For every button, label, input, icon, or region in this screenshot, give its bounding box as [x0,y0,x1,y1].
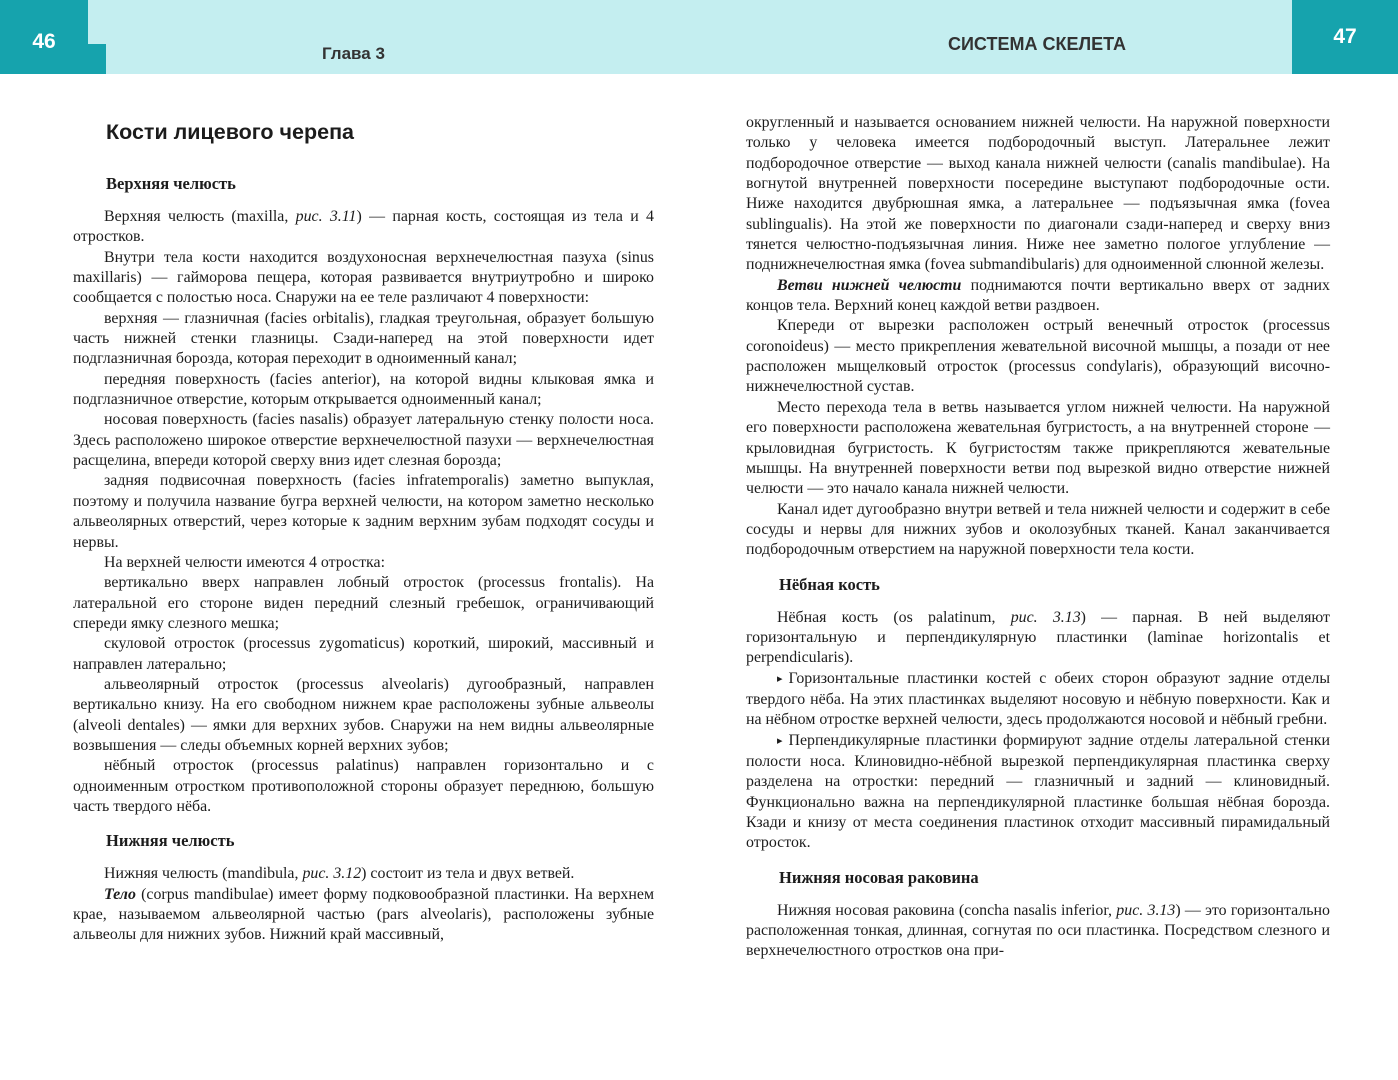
paragraph: Кпереди от вырезки расположен острый венечный отросток (processus coronoideus) — место прикрепления жевательной височной мышцы, а позади от нее расположен мыщелковый отросток (processus condylaris), образующий височно-нижнечелюстной сустав. [746,317,1330,396]
heading-inferior-concha: Нижняя носовая раковина [779,867,979,887]
figure-reference: рис. 3.11 [295,208,357,225]
figure-reference: рис. 3.13 [1010,608,1081,626]
paragraph: Ветви нижней челюсти поднимаются почти вертикально вверх от задних концов тела. Верхний конец каждой ветви раздвоен. [746,276,1330,315]
paragraph: вертикально вверх направлен лобный отросток (processus frontalis). На латеральной его стороне виден передний слезный гребешок, ограничивающий спереди ямку слезного мешка; [73,574,654,632]
triangle-bullet-icon: ▸ [777,734,783,747]
paragraph: нёбный отросток (processus palatinus) направлен горизонтально и с одноименным отростком противоположной стороны образует переднюю, большую часть твердого нёба. [73,757,654,815]
term-emphasis: Ветви нижней челюсти [777,276,962,294]
left-page-column [73,113,654,946]
bullet-paragraph: ▸ Горизонтальные пластинки костей с обеих сторон образуют задние отделы твердого нёба. На этих пластинках выделяют носовую и нёбную поверхности. Как и на нёбном отростке верхней челюсти, здесь продолжаются носовой и нёбный гребни. [746,669,1330,729]
paragraph: округленный и называется основанием нижней челюсти. На наружной поверхности только у человека имеется подбородочный выступ. Латеральнее лежит подбородочное отверстие — выход канала нижней челюсти (canalis mandibulae). На вогнутой внутренней поверхности посередине выступают подбородочные ости. Ниже находится двубрюшная ямка, а латеральнее — подъязычная ямка (fovea sublingualis). На этой же поверхности по диагонали сзади-наперед и сверху вниз тянется челюстно-подъязычная линия. Ниже нее заметно пологое углубление — поднижнечелюстная ямка (fovea submandibularis) для одноименной слюнной железы. [746,114,1330,274]
heading-palatine-bone: Нёбная кость [779,574,880,594]
paragraph: На верхней челюсти имеются 4 отростка: [104,553,385,571]
bullet-paragraph: ▸ Перпендикулярные пластинки формируют задние отделы латеральной стенки полости носа. Клиновидно-нёбной вырезкой перпендикулярная пластинка сверху разделена на отростки: передний — глазничный и задний — клиновидный. Функционально важна на перпендикулярной пластинке большая нёбная борозда. Кзади и книзу от места соединения пластинок отходит массивный пирамидальный отросток. [746,731,1330,852]
page-number-left: 46 [0,0,88,74]
paragraph: Место перехода тела в ветвь называется углом нижней челюсти. На наружной его поверхности расположена жевательная бугристость, а на внутренней стороне — крыловидная бугристость. К бугристостям также прикрепляются жевательные мышцы. На внутренней поверхности ветви под вырезкой видно отверстие нижней челюсти — это начало канала нижней челюсти. [746,398,1330,498]
heading-lower-jaw: Нижняя челюсть [106,831,235,851]
paragraph: Нёбная кость (os palatinum, рис. 3.13) — парная. В ней выделяют горизонтальную и перпендикулярную пластинки (laminae horizontalis et perpendicularis). [746,608,1330,667]
paragraph: носовая поверхность (facies nasalis) образует латеральную стенку полости носа. Здесь расположено широкое отверстие верхнечелюстной пазухи — верхнечелюстная расщелина, впереди которой сверху вниз идет слезная борозда; [73,411,654,470]
page-number-right: 47 [1292,0,1398,74]
paragraph: Нижняя носовая раковина (concha nasalis inferior, рис. 3.13) — это горизонтально расположенная тонкая, длинная, согнутая по оси пластинка. Посредством слезного и верхнечелюстного отростков она при- [746,901,1331,960]
paragraph: Внутри тела кости находится воздухоносная верхнечелюстная пазуха (sinus maxillaris) — гайморова пещера, которая развивается внутриутробно и широко сообщается с полостью носа. Снаружи на ее теле различают 4 поверхности: [73,248,654,307]
paragraph: Верхняя челюсть (maxilla, рис. 3.11) — парная кость, состоящая из тела и 4 отростков. [73,208,654,246]
paragraph: Канал идет дугообразно внутри ветвей и тела нижней челюсти и содержит в себе сосуды и нервы для нижних зубов и околозубных тканей. Канал заканчивается подбородочным отверстием на наружной поверхности тела кости. [746,500,1330,559]
header-notch-left [88,44,106,74]
chapter-running-head: Глава 3 [322,44,385,63]
section-title: Кости лицевого черепа [106,120,355,144]
paragraph: альвеолярный отросток (processus alveolaris) дугообразный, направлен вертикально книзу. На его свободном нижнем крае расположены зубные альвеолы (alveoli dentales) — ямки для верхних зубов. Снаружи на нем видны альвеолярные возвышения — следы объемных корней верхних зубов; [73,675,654,754]
figure-reference: рис. 3.13 [1116,901,1176,919]
header-band [0,0,1398,74]
paragraph: верхняя — глазничная (facies orbitalis), гладкая треугольная, образует большую часть нижней стенки глазницы. Сзади-наперед на этой поверхности идет подглазничная борозда, которая переходит в одноименный канал; [73,309,654,368]
section-running-head: СИСТЕМА СКЕЛЕТА [948,34,1126,54]
heading-upper-jaw: Верхняя челюсть [106,174,236,193]
figure-reference: рис. 3.12 [302,865,362,883]
paragraph: Тело (corpus mandibulae) имеет форму подковообразной пластинки. На верхнем крае, называемом альвеолярной частью (pars alveolaris), расположены зубные альвеолы для нижних зубов. Нижний край массивный, [73,885,654,944]
term-emphasis: Тело [104,885,136,903]
triangle-bullet-icon: ▸ [777,672,783,685]
paragraph: Нижняя челюсть (mandibula, рис. 3.12) состоит из тела и двух ветвей. [104,865,575,883]
paragraph: задняя подвисочная поверхность (facies infratemporalis) заметно выпуклая, поэтому и получила название бугра верхней челюсти, на котором заметно несколько альвеолярных отверстий, через которые к задним верхним зубам подходят сосуды и нервы. [73,472,654,551]
paragraph: передняя поверхность (facies anterior), на которой видны клыковая ямка и подглазничное отверстие, которым открывается одноименный канал; [73,370,654,409]
paragraph: скуловой отросток (processus zygomaticus) короткий, широкий, массивный и направлен латерально; [73,635,654,673]
right-page-column [746,113,1330,962]
